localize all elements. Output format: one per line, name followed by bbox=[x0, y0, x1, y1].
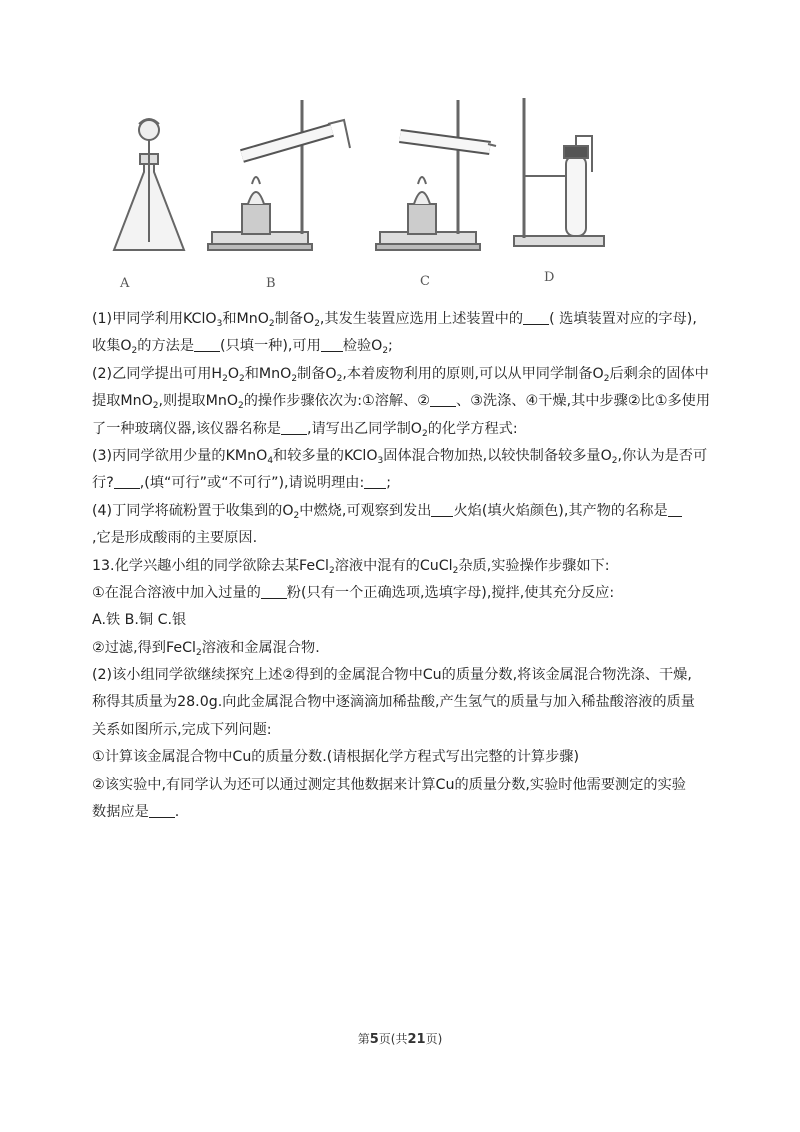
text-line: (3)丙同学欲用少量的KMnO$_4$和较多量的KClO$_3$固体混合物加热,以较快制备较多量$O_2$,你认为是否可 bbox=[92, 447, 708, 466]
text-line: (2)该小组同学欲继续探究上述②得到的金属混合物中Cu的质量分数,将该金属混合物洗涤、干燥, bbox=[92, 667, 692, 684]
answer-blank[interactable] bbox=[668, 501, 682, 517]
text-line: 提取MnO$_2$,则提取MnO$_2$的操作步骤依次为:①溶解、② 、③洗涤、④干燥,其中步骤②比①多使用 bbox=[92, 393, 711, 412]
apparatus-d-tube bbox=[514, 98, 604, 246]
answer-blank[interactable] bbox=[364, 473, 386, 489]
text-line: ①在混合溶液中加入过量的 粉(只有一个正确选项,选填字母),搅拌,使其充分反应: bbox=[92, 584, 615, 601]
page-footer: 第5页(共21页) bbox=[357, 1032, 443, 1047]
text-line: ②过滤,得到FeCl$_2$溶液和金属混合物. bbox=[92, 639, 320, 658]
text-line: (1)甲同学利用KClO$_3$和MnO$_2$制备$O_2$,其发生装置应选用上述装置中的 ( 选填装置对应的字母), bbox=[92, 311, 697, 329]
answer-blank[interactable] bbox=[281, 419, 307, 435]
label-b: B bbox=[266, 276, 276, 291]
text-line: (4)丁同学将硫粉置于收集到的$O_2$中燃烧,可观察到发出 火焰(填火焰颜色),其产物的名称是 bbox=[92, 498, 722, 525]
answer-blank[interactable] bbox=[261, 583, 287, 599]
apparatus-diagram bbox=[92, 92, 612, 300]
apparatus-b-tube bbox=[208, 100, 350, 250]
options-line: A.铁 B.铜 C.银 bbox=[92, 612, 187, 629]
text-line: ②该实验中,有同学认为还可以通过测定其他数据来计算Cu的质量分数,实验时他需要测定的实验 bbox=[92, 776, 686, 793]
text-line: 行? ,(填“可行”或“不可行”),请说明理由: ; bbox=[92, 475, 392, 492]
label-c: C bbox=[420, 274, 430, 289]
answer-blank[interactable] bbox=[114, 473, 140, 489]
text-line: 收集$O_2$的方法是 (只填一种),可用 检验$O_2$; bbox=[92, 338, 393, 357]
text-line: 关系如图所示,完成下列问题: bbox=[92, 721, 272, 738]
text-line: 13.化学兴趣小组的同学欲除去某FeCl$_2$溶液中混有的CuCl$_2$杂质,实验操作步骤如下: bbox=[92, 557, 610, 576]
page-number: 5 bbox=[369, 1032, 379, 1047]
page-total: 21 bbox=[407, 1032, 426, 1047]
answer-blank[interactable] bbox=[149, 802, 175, 818]
label-a: A bbox=[120, 276, 130, 291]
text-line: (2)乙同学提出可用$H_2O_2$和MnO$_2$制备$O_2$,本着废物利用的原则,可以从甲同学制备$O_2$后剩余的固体中 bbox=[92, 365, 709, 384]
answer-blank[interactable] bbox=[321, 336, 343, 352]
question-text bbox=[92, 306, 722, 826]
answer-blank[interactable] bbox=[430, 391, 456, 407]
text-line: 了一种玻璃仪器,该仪器名称是 ,请写出乙同学制$O_2$的化学方程式: bbox=[92, 420, 518, 439]
answer-blank[interactable] bbox=[523, 309, 549, 325]
answer-blank[interactable] bbox=[194, 336, 220, 352]
text-line: ,它是形成酸雨的主要原因. bbox=[92, 530, 258, 547]
text-line: ①计算该金属混合物中Cu的质量分数.(请根据化学方程式写出完整的计算步骤) bbox=[92, 749, 580, 766]
apparatus-figure bbox=[92, 92, 612, 300]
apparatus-a-flask bbox=[114, 119, 184, 250]
apparatus-c-tube bbox=[376, 100, 496, 250]
answer-blank[interactable] bbox=[431, 501, 453, 517]
label-d: D bbox=[544, 270, 555, 285]
text-line: 称得其质量为28.0g.向此金属混合物中逐滴滴加稀盐酸,产生氢气的质量与加入稀盐酸溶液的质量 bbox=[92, 694, 695, 711]
text-line: 数据应是 . bbox=[92, 804, 180, 821]
